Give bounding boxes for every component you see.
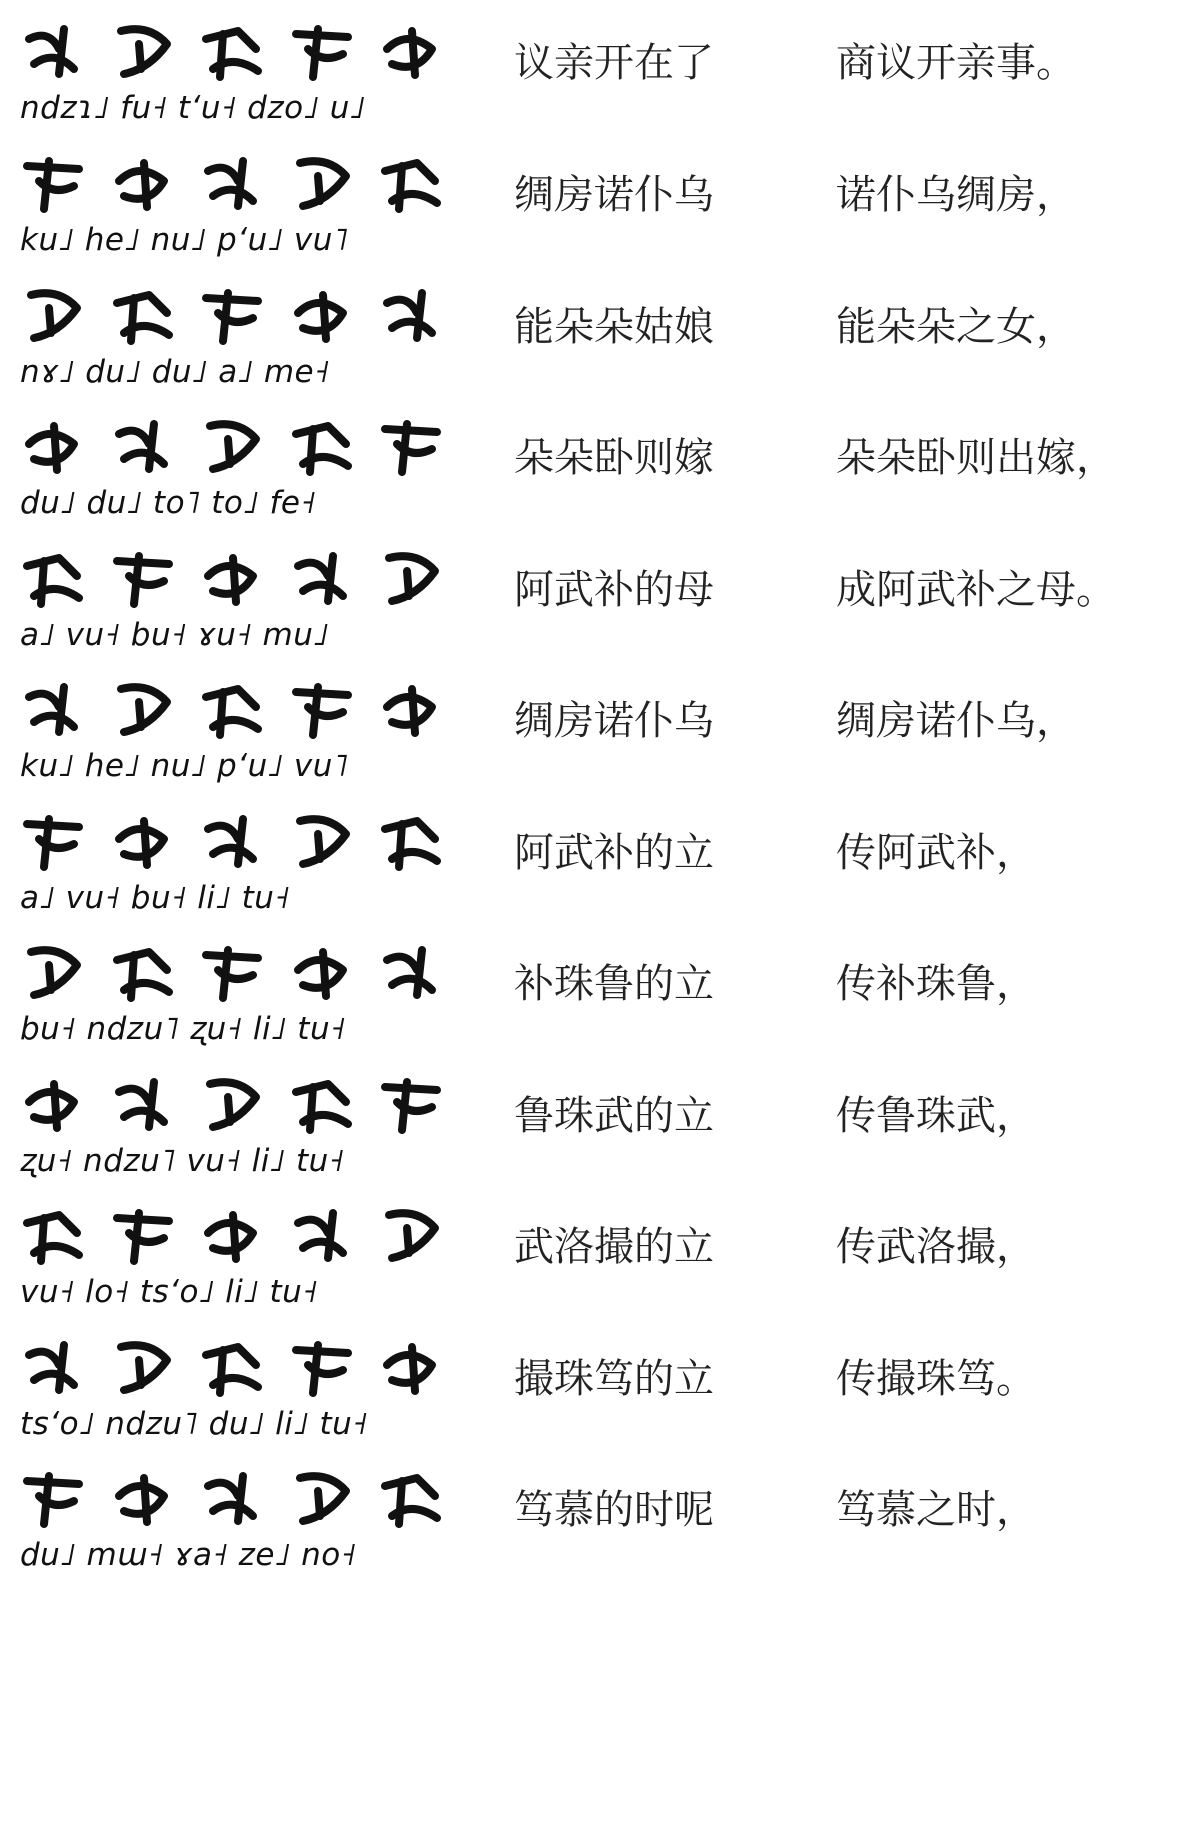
verse-line [0, 140, 1178, 290]
yi-script-glyph [197, 19, 269, 81]
verse-line [0, 272, 1178, 422]
yi-script-glyph [376, 1072, 448, 1134]
yi-script-glyph [197, 1203, 269, 1265]
free-translation: 传鲁珠武， [836, 1093, 1036, 1139]
verse-line [0, 929, 1178, 1079]
yi-script-glyph [108, 1203, 180, 1265]
phonetic-transcription: ʐu˧ ndzu˥ vu˧ li˩ tu˧ [20, 1143, 345, 1179]
yi-script-glyph [376, 283, 448, 345]
yi-script-glyph [108, 1335, 180, 1397]
yi-script-glyph [108, 283, 180, 345]
yi-script-line [18, 146, 448, 218]
free-translation: 传武洛撮， [836, 1224, 1036, 1270]
yi-script-line [18, 278, 448, 350]
yi-script-line [18, 541, 448, 613]
free-translation: 成阿武补之母。 [836, 567, 1116, 613]
yi-script-glyph [108, 414, 180, 476]
yi-script-line [18, 804, 448, 876]
yi-script-glyph [376, 809, 448, 871]
yi-script-glyph [108, 546, 180, 608]
yi-script-glyph [197, 1466, 269, 1528]
literal-gloss: 能朵朵姑娘 [514, 304, 714, 350]
yi-script-glyph [108, 1466, 180, 1528]
yi-script-glyph [18, 677, 90, 739]
yi-script-glyph [18, 1203, 90, 1265]
yi-script-glyph [108, 1072, 180, 1134]
yi-script-glyph [287, 283, 359, 345]
verse-line [0, 403, 1178, 553]
yi-script-glyph [197, 677, 269, 739]
free-translation: 商议开亲事。 [836, 40, 1076, 86]
verse-line [0, 1192, 1178, 1342]
free-translation: 绸房诺仆乌， [836, 698, 1076, 744]
yi-script-glyph [287, 546, 359, 608]
free-translation: 能朵朵之女， [836, 304, 1076, 350]
literal-gloss: 议亲开在了 [514, 40, 714, 86]
yi-script-line [18, 14, 448, 86]
yi-script-glyph [287, 677, 359, 739]
yi-script-glyph [197, 546, 269, 608]
literal-gloss: 阿武补的立 [514, 830, 714, 876]
yi-script-glyph [18, 1335, 90, 1397]
yi-script-glyph [197, 283, 269, 345]
phonetic-transcription: du˩ du˩ to˥ to˩ fe˧ [20, 485, 317, 521]
yi-script-glyph [18, 1466, 90, 1528]
yi-script-glyph [108, 19, 180, 81]
yi-script-glyph [376, 1335, 448, 1397]
literal-gloss: 撮珠笃的立 [514, 1356, 714, 1402]
literal-gloss: 笃慕的时呢 [514, 1487, 714, 1533]
phonetic-transcription: ku˩ he˩ nu˩ pʻu˩ vu˥ [20, 222, 349, 258]
free-translation: 传补珠鲁， [836, 961, 1036, 1007]
phonetic-transcription: ku˩ he˩ nu˩ pʻu˩ vu˥ [20, 748, 349, 784]
yi-script-glyph [287, 1072, 359, 1134]
verse-line [0, 1324, 1178, 1474]
yi-script-glyph [376, 1203, 448, 1265]
yi-script-glyph [376, 940, 448, 1002]
yi-script-glyph [376, 151, 448, 213]
yi-script-glyph [197, 414, 269, 476]
yi-script-glyph [287, 940, 359, 1002]
literal-gloss: 绸房诺仆乌 [514, 698, 714, 744]
yi-script-glyph [18, 414, 90, 476]
verse-line [0, 8, 1178, 158]
phonetic-transcription: a˩ vu˧ bu˧ li˩ tu˧ [20, 880, 291, 916]
yi-script-line [18, 1198, 448, 1270]
yi-script-glyph [376, 414, 448, 476]
yi-script-glyph [197, 1072, 269, 1134]
verse-line [0, 1455, 1178, 1605]
yi-script-glyph [376, 19, 448, 81]
yi-script-glyph [287, 1203, 359, 1265]
yi-script-line [18, 409, 448, 481]
yi-script-line [18, 1330, 448, 1402]
yi-script-glyph [197, 1335, 269, 1397]
yi-script-glyph [287, 151, 359, 213]
yi-script-glyph [287, 414, 359, 476]
literal-gloss: 武洛撮的立 [514, 1224, 714, 1270]
yi-script-glyph [18, 1072, 90, 1134]
verse-line [0, 666, 1178, 816]
free-translation: 传阿武补， [836, 830, 1036, 876]
yi-script-glyph [197, 940, 269, 1002]
phonetic-transcription: bu˧ ndzu˥ ʐu˧ li˩ tu˧ [20, 1011, 346, 1047]
yi-script-glyph [18, 809, 90, 871]
yi-script-glyph [18, 19, 90, 81]
yi-script-line [18, 1461, 448, 1533]
literal-gloss: 阿武补的母 [514, 567, 714, 613]
yi-script-glyph [18, 151, 90, 213]
yi-script-glyph [18, 546, 90, 608]
phonetic-transcription: du˩ mɯ˧ ɤa˧ ze˩ no˧ [20, 1537, 357, 1573]
yi-script-glyph [376, 1466, 448, 1528]
free-translation: 诺仆乌绸房， [836, 172, 1076, 218]
yi-script-glyph [376, 546, 448, 608]
verse-line [0, 798, 1178, 948]
verse-line [0, 1061, 1178, 1211]
verse-line [0, 535, 1178, 685]
phonetic-transcription: tsʻo˩ ndzu˥ du˩ li˩ tu˧ [20, 1406, 369, 1442]
yi-script-glyph [108, 809, 180, 871]
free-translation: 朵朵卧则出嫁， [836, 435, 1116, 481]
yi-script-line [18, 672, 448, 744]
yi-script-glyph [287, 809, 359, 871]
yi-script-glyph [108, 940, 180, 1002]
yi-script-glyph [197, 809, 269, 871]
yi-script-glyph [287, 19, 359, 81]
literal-gloss: 补珠鲁的立 [514, 961, 714, 1007]
phonetic-transcription: a˩ vu˧ bu˧ ɤu˧ mu˩ [20, 617, 330, 653]
yi-script-glyph [18, 940, 90, 1002]
yi-script-line [18, 1067, 448, 1139]
yi-script-glyph [197, 151, 269, 213]
literal-gloss: 绸房诺仆乌 [514, 172, 714, 218]
yi-script-line [18, 935, 448, 1007]
yi-script-glyph [108, 677, 180, 739]
free-translation: 笃慕之时， [836, 1487, 1036, 1533]
phonetic-transcription: ndzɿ˩ fu˧ tʻu˧ dzo˩ u˩ [20, 90, 366, 126]
yi-script-glyph [18, 283, 90, 345]
phonetic-transcription: vu˧ lo˧ tsʻo˩ li˩ tu˧ [20, 1274, 319, 1310]
yi-script-glyph [287, 1335, 359, 1397]
free-translation: 传撮珠笃。 [836, 1356, 1036, 1402]
yi-script-glyph [108, 151, 180, 213]
yi-script-glyph [287, 1466, 359, 1528]
literal-gloss: 朵朵卧则嫁 [514, 435, 714, 481]
yi-script-glyph [376, 677, 448, 739]
literal-gloss: 鲁珠武的立 [514, 1093, 714, 1139]
phonetic-transcription: nɤ˩ du˩ du˩ a˩ me˧ [20, 354, 330, 390]
